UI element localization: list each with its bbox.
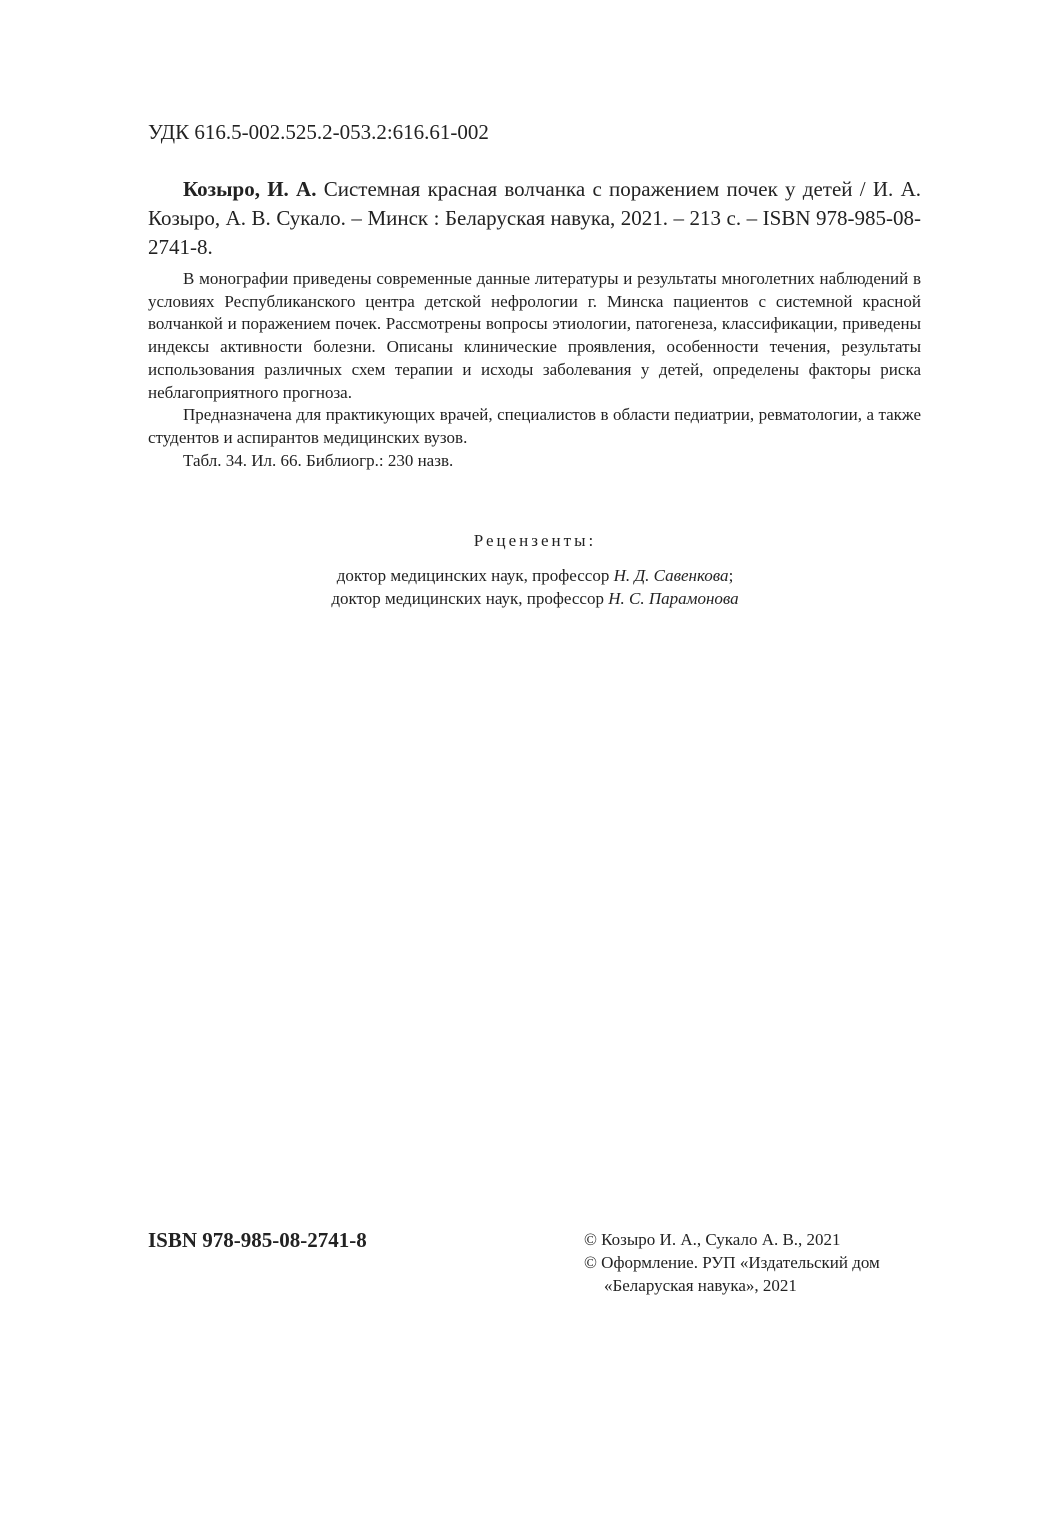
bibliographic-record — [148, 175, 921, 262]
annotation-paragraph: В монографии приведены современные данные литературы и результаты многолетних наблюдений в условиях Республиканского центра детской нефрологии г. Минска пациентов с системной красной волчанкой и поражением почек. Рассмотрены вопросы этиологии, патогенеза, классификации, приведены индексы активности болезни. Описаны клинические проявления, особенности течения, результаты использования различных схем терапии и исходы заболевания у детей, определены факторы риска неблагоприятного прогноза. — [148, 269, 921, 402]
bibliographic-description: Системная красная волчанка с поражением почек у детей / И. А. Козыро, А. В. Сукало. – Минск : Беларуская навука, 2021. – 213 с. – ISBN 978-985-08-2741-8. — [148, 177, 921, 259]
udk-code: УДК 616.5-002.525.2-053.2:616.61-002 — [148, 120, 489, 144]
copyright-line: © Козыро И. А., Сукало А. В., 2021 — [584, 1230, 841, 1249]
copyright-line: «Беларуская навука», 2021 — [604, 1276, 797, 1295]
reviewer-name: Н. С. Парамонова — [608, 589, 739, 608]
copyright-line: © Оформление. РУП «Издательский дом — [584, 1253, 880, 1272]
reviewer-line — [0, 587, 1058, 610]
annotation-paragraph: Табл. 34. Ил. 66. Библиогр.: 230 назв. — [183, 450, 454, 470]
reviewer-name: Н. Д. Савенкова — [613, 566, 729, 585]
reviewer-separator: ; — [728, 566, 734, 585]
isbn: ISBN 978-985-08-2741-8 — [148, 1228, 367, 1252]
author-name: Козыро, И. А. — [183, 177, 317, 201]
copyright-block — [584, 1228, 880, 1297]
reviewers-heading: Рецензенты: — [473, 531, 597, 550]
reviewers-list — [0, 564, 1058, 610]
annotation-paragraph: Предназначена для практикующих врачей, специалистов в области педиатрии, ревматологии, а также студентов и аспирантов медицинских вузов. — [148, 405, 921, 447]
reviewer-title: доктор медицинских наук, профессор — [336, 566, 610, 585]
reviewer-line — [0, 564, 1058, 587]
annotation — [148, 268, 921, 472]
reviewer-title: доктор медицинских наук, профессор — [331, 589, 604, 608]
